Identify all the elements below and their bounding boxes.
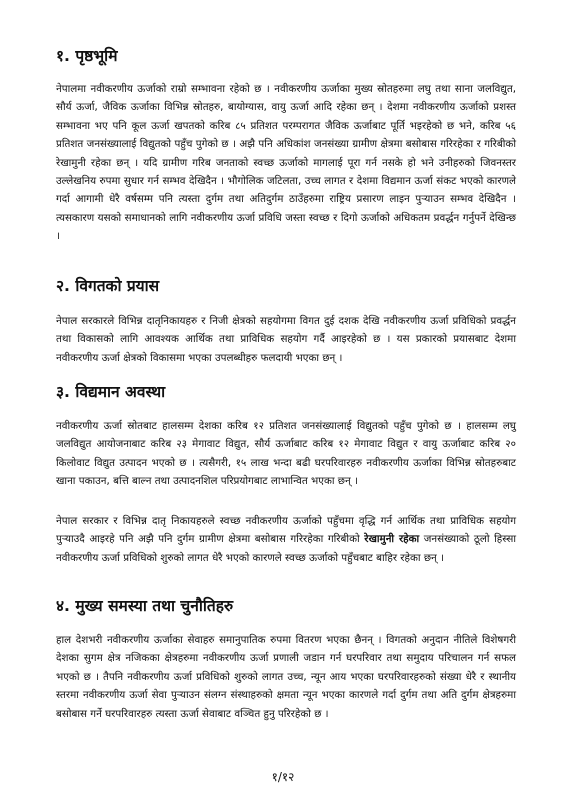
- bold-phrase: रेखामुनी रहेका: [364, 533, 420, 546]
- paragraph-text: नेपाल सरकार र विभिन्न दातृ निकायहरुले स्वच्छ नवीकरणीय ऊर्जाको पहुँचमा वृद्धि गर्न आर्थिक तथा प्राविधिक सहयोग पुऱ्याउदै आइरहे पनि अझै पनि दुर्गम ग्रामीण क्षेत्रमा बसोबास गरिरहेका गरिबीको: [56, 515, 516, 546]
- paragraph-problems-challenges: हाल देशभरी नवीकरणीय ऊर्जाका सेवाहरु समानुपातिक रुपमा वितरण भएका छैनन् । विगतको अनुदान नीतिले विशेषगरी देशका सुगम क्षेत्र नजिकका क्षेत्रहरुमा नवीकरणीय ऊर्जा प्रणाली जडान गर्न घरपरिवार तथा समुदाय परिचालन गर्न सफल भएको छ । तैपनि नवीकरणीय ऊर्जा प्रविधिको शुरुको लागत उच्च, न्यून आय भएका घरपरिवारहरुको संख्या धेरै र स्थानीय स्तरमा नवीकरणीय ऊर्जा सेवा पुऱ्याउन संलग्न संस्थाहरुको क्षमता न्यून भएका कारणले गर्दा दुर्गम तथा अति दुर्गम क्षेत्रहरुमा बसोबास गर्ने घरपरिवारहरु त्यस्ता ऊर्जा सेवाबाट वञ्चित हुनु परिरहेको छ ।: [56, 634, 516, 720]
- paragraph-current-status-2: [56, 512, 516, 567]
- paragraph-text: जनसंख्याको ठूलो हिस्सा नवीकरणीय ऊर्जा प्रविधिको शुरुको लागत धेरै भएको कारणले स्वच्छ ऊर्जाको पहुँचबाट बाहिर रहेका छन् ।: [56, 533, 516, 564]
- paragraph-current-status-1: नवीकरणीय ऊर्जा स्रोतबाट हालसम्म देशका करिब १२ प्रतिशत जनसंख्यालाई विद्युतको पहुँच पुगेको छ । हालसम्म लघु जलविद्युत आयोजनाबाट करिब २३ मेगावाट विद्युत, सौर्य ऊर्जाबाट करिब १२ मेगावाट विद्युत र वायु ऊर्जाबाट करिब २० किलोवाट विद्युत उत्पादन भएको छ । त्यसैगरी, १५ लाख भन्दा बढी घरपरिवारहरु नवीकरणीय ऊर्जाका विभिन्न स्रोतहरुबाट खाना पकाउन, बत्ति बाल्न तथा उत्पादनशिल परिप्रयोगबाट लाभान्वित भएका छन् ।: [56, 420, 516, 488]
- page-number: १/१२: [271, 770, 295, 784]
- paragraph-past-efforts: नेपाल सरकारले विभिन्न दातृनिकायहरु र निजी क्षेत्रको सहयोगमा विगत दुई दशक देखि नवीकरणीय ऊर्जा प्रविधिको प्रवर्द्धन तथा विकासको लागि आवश्यक आर्थिक तथा प्राविधिक सहयोग गर्दै आइरहेको छ । यस प्रकारको प्रयासबाट देशमा नवीकरणीय ऊर्जा क्षेत्रको विकासमा भएका उपलब्धीहरु फलदायी भएका छन् ।: [56, 315, 516, 364]
- paragraph-background: नेपालमा नवीकरणीय ऊर्जाको राम्रो सम्भावना रहेको छ । नवीकरणीय ऊर्जाका मुख्य स्रोतहरुमा लघु तथा साना जलविद्युत, सौर्य ऊर्जा, जैविक ऊर्जाका विभिन्न स्रोतहरु, बायोग्यास, वायु ऊर्जा आदि रहेका छन् । देशमा नवीकरणीय ऊर्जाको प्रशस्त सम्भावना भए पनि कूल ऊर्जा खपतको करिब ८५ प्रतिशत परम्परागत जैविक ऊर्जाबाट पूर्ति भइरहेको छ भने, करिब ५६ प्रतिशत जनसंख्यालाई विद्युतको पहुँच पुगेको छ । अझै पनि अधिकांश जनसंख्या ग्रामीण क्षेत्रमा बसोबास गरिरहेका र गरिबीको रेखामुनी रहेका छन् । यदि ग्रामीण गरिब जनताको स्वच्छ ऊर्जाको मागलाई पूरा गर्न नसके हो भने उनीहरुको जिवनस्तर उल्लेखनिय रुपमा सुधार गर्न सम्भव देखिदैन । भौगोलिक जटिलता, उच्च लागत र देशमा विद्यमान ऊर्जा संकट भएको कारणले गर्दा आगामी धेरै वर्षसम्म पनि त्यस्ता दुर्गम तथा अतिदुर्गम ठाउँहरुमा राष्ट्रिय प्रसारण लाइन पुऱ्याउन सम्भव देखिदैन । त्यसकारण यसको समाधानको लागि नवीकरणीय ऊर्जा प्रविधि जस्ता स्वच्छ र दिगो ऊर्जाको अधिकतम प्रवर्द्धन गर्नुपर्ने देखिन्छ ।: [56, 83, 516, 243]
- section-heading-problems-challenges: ४. मुख्य समस्या तथा चुनौतिहरु: [56, 597, 234, 615]
- section-heading-past-efforts: २. विगतको प्रयास: [56, 277, 160, 295]
- section-heading-background: १. पृष्ठभूमि: [56, 47, 118, 65]
- section-heading-current-status: ३. विद्यमान अवस्था: [56, 383, 166, 401]
